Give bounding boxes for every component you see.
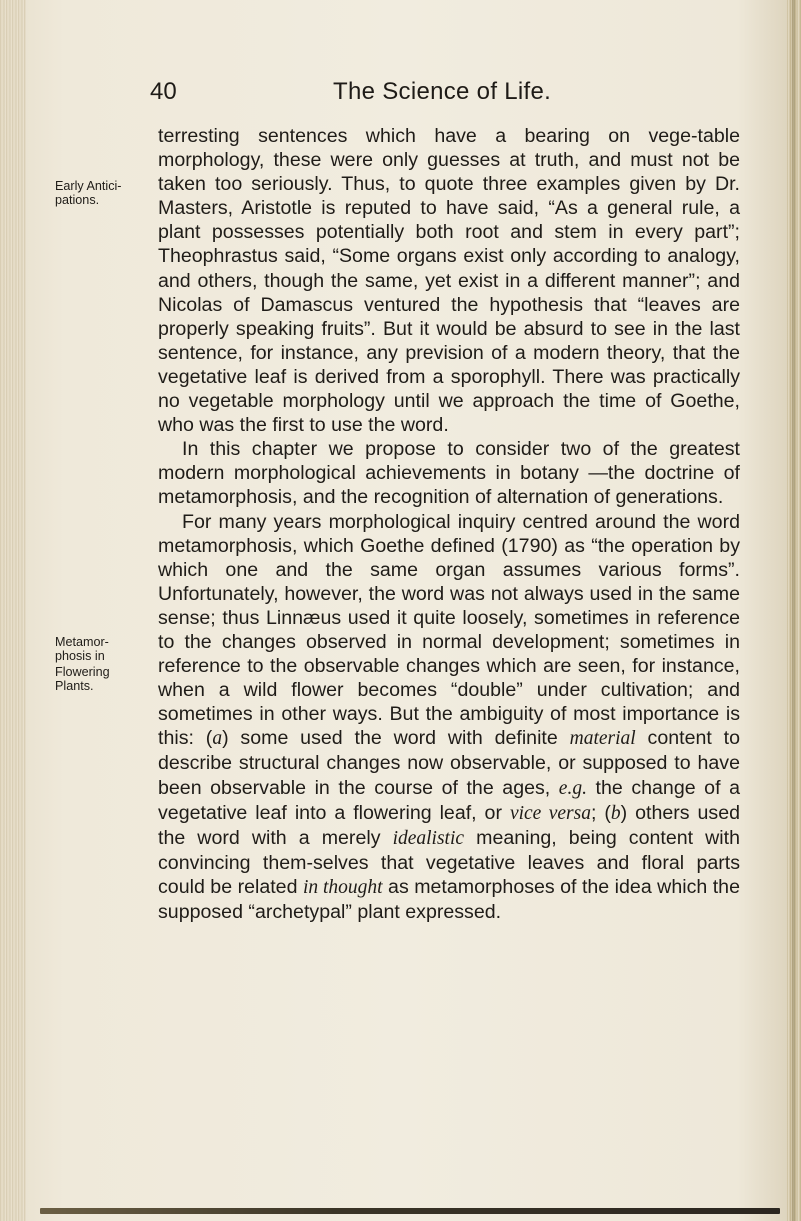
page-number: 40 (150, 78, 177, 105)
body-text (158, 124, 740, 924)
text-run: ) others used the word with a merely (158, 801, 740, 849)
text-run: ; ( (590, 801, 611, 824)
margin-note-flowering-plants: Flowering Plants. (55, 665, 110, 693)
italic-letter-b: b (610, 802, 621, 824)
italic-material: material (569, 728, 636, 750)
bottom-page-edge (40, 1208, 780, 1214)
margin-note-metamorphosis: Metamor- phosis in (55, 635, 109, 663)
margin-note-early-anticipations: Early Antici- pations. (55, 179, 122, 207)
italic-eg: e.g. (558, 777, 587, 799)
italic-idealistic: idealistic (392, 827, 465, 849)
paragraph-chapter-aims: In this chapter we propose to consider two of the greatest modern morphological achievements in botany —the doctrine of metamorphosis, and the recognition of alternation of generations. (158, 438, 740, 509)
paragraph-metamorphosis (158, 510, 740, 925)
text-run: ) some used the word with definite (222, 727, 570, 750)
page-block-shadow (792, 0, 795, 1221)
text-run: meaning, being content with convincing them-selves that vegetative leaves and floral parts could be related (158, 826, 740, 898)
binding-edge (0, 0, 26, 1221)
running-head: The Science of Life. (333, 78, 552, 105)
page-header (150, 78, 730, 112)
italic-vice-versa: vice versa (509, 802, 591, 824)
italic-letter-a: a (212, 728, 223, 750)
text-run: For many years morphological inquiry centred around the word metamorphosis, which Goethe defined (1790) as “the operation by which one and the same organ assumes various forms”. Unfortunately, however, the word was not always used in the same sense; thus Linnæus used it quite loosely, sometimes in reference to the changes observed in normal development; sometimes in reference to the observable changes which are seen, for instance, when a wild flower becomes “double” under cultivation; and sometimes in other ways. But the ambiguity of most importance is this: ( (158, 510, 740, 750)
text-run: content to describe structural changes now observable, or supposed to have been observable in the course of the ages, (158, 727, 740, 799)
text-run: as metamorphoses of the idea which the supposed “archetypal” plant expressed. (158, 875, 740, 923)
paragraph-anticipations: terresting sentences which have a bearing on vege-table morphology, these were only guesses at truth, and must not be taken too seriously. Thus, to quote three examples given by Dr. Masters, Aristotle is reputed to have said, “As a general rule, a plant possesses potentially both root and stem in every part”; Theophrastus said, “Some organs exist only according to analogy, and others, though the same, yet exist in a different manner”; and Nicolas of Damascus ventured the hypothesis that “leaves are properly speaking fruits”. But it would be absurd to see in the last sentence, for instance, any prevision of a modern theory, that the vegetative leaf is derived from a sporophyll. There was practically no vegetable morphology until we approach the time of Goethe, who was the first to use the word. (158, 125, 740, 437)
text-run: the change of a vegetative leaf into a flowering leaf, or (158, 776, 740, 824)
italic-in-thought: in thought (302, 876, 383, 898)
